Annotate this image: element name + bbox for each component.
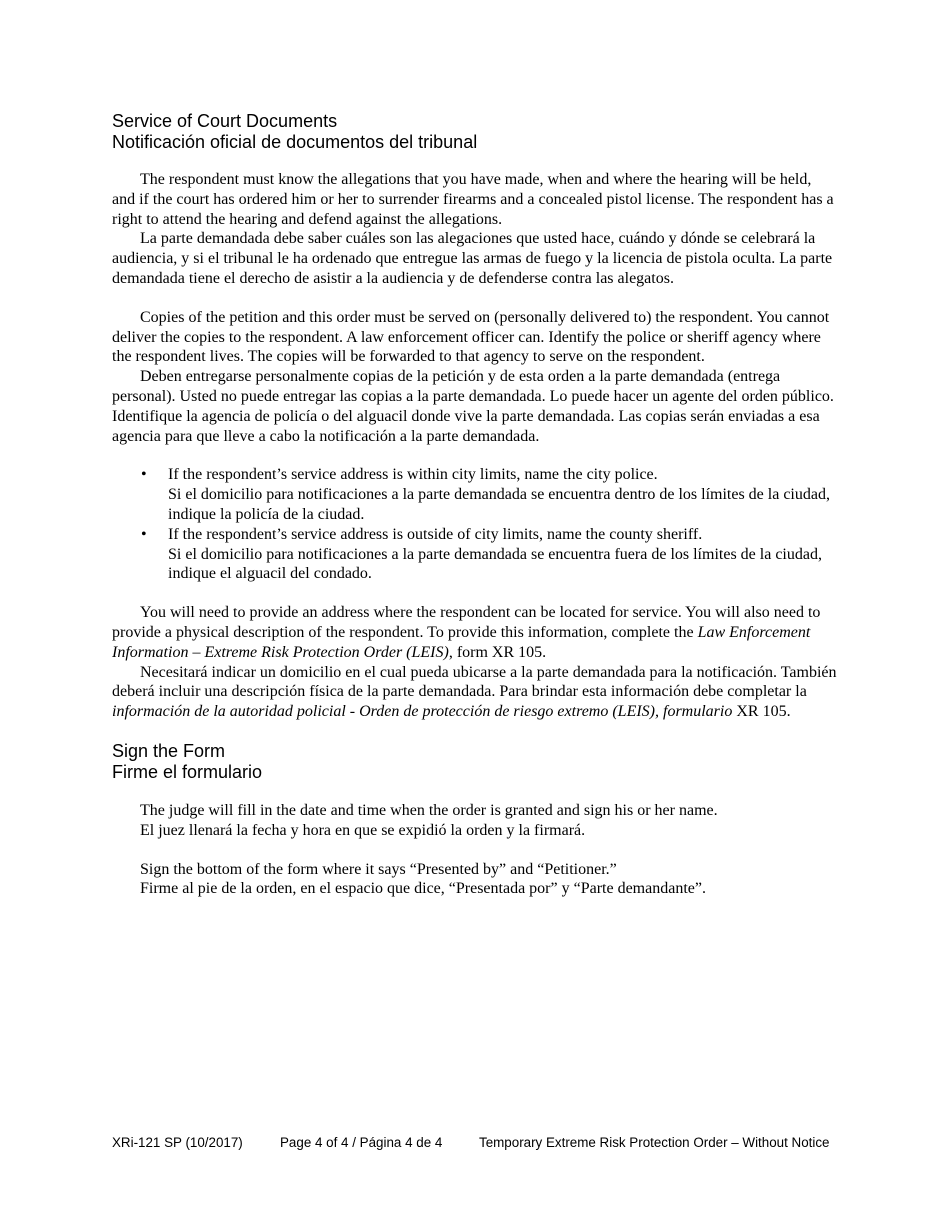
bullet-county-sheriff [141, 525, 837, 584]
bullet-icon: • [141, 525, 147, 543]
address-paragraph-es [112, 663, 837, 722]
spacer [140, 841, 837, 860]
sign-heading-en: Sign the Form [112, 740, 226, 761]
address-text-en-b: , form XR 105. [448, 643, 547, 661]
address-text-es-b: XR 105. [732, 703, 791, 721]
sign-heading [112, 741, 837, 783]
allegations-paragraph-es: La parte demandada debe saber cuáles son las alegaciones que usted hace, cuándo y dónde se celebrará la audiencia, y si el tribunal le ha ordenado que entregue las armas de fuego y la licencia de pistola oculta. La parte demandada tiene el derecho de asistir a la audiencia y de defenderse contra las alegatos. [112, 230, 833, 287]
service-heading [112, 111, 837, 153]
sign-instruction-en: Sign the bottom of the form where it says “Presented by” and “Petitioner.” [140, 860, 617, 878]
agency-bullet-list [112, 465, 837, 584]
sign-instruction-es: Firme al pie de la orden, en el espacio que dice, “Presentada por” y “Parte demandante”. [140, 880, 706, 898]
footer-document-title: Temporary Extreme Risk Protection Order – Without Notice [479, 1135, 830, 1150]
judge-instruction-en: The judge will fill in the date and time when the order is granted and sign his or her name. [140, 801, 718, 819]
service-heading-en: Service of Court Documents [112, 111, 338, 131]
bullet-city-police [141, 465, 837, 524]
sign-heading-es: Firme el formulario [112, 761, 263, 782]
footer-form-id: XRi-121 SP (10/2017) [112, 1135, 243, 1150]
bullet-icon: • [141, 466, 147, 484]
allegations-paragraph-en: The respondent must know the allegations that you have made, when and where the hearing will be held, and if the court has ordered him or her to surrender firearms and a concealed pistol license. The respondent has a right to attend the hearing and defend against the allegations. [112, 171, 834, 228]
leis-form-title-en: Law Enforcement Information – Extreme Risk Protection Order (LEIS) [112, 623, 811, 661]
document-page [112, 111, 837, 899]
bullet-county-sheriff-es: Si el domicilio para notificaciones a la parte demandada se encuentra fuera de los límites de la ciudad, indique el alguacil del condado. [168, 545, 822, 583]
address-text-es-a: Necesitará indicar un domicilio en el cual pueda ubicarse a la parte demandada para la notificación. También deberá incluir una descripción física de la parte demandada. Para brindar esta información debe completar la [112, 663, 837, 701]
bullet-city-police-es: Si el domicilio para notificaciones a la parte demandada se encuentra dentro de los límites de la ciudad, indique la policía de la ciudad. [168, 486, 830, 523]
footer-page-number: Page 4 of 4 / Página 4 de 4 [280, 1135, 443, 1150]
bullet-city-police-en: If the respondent’s service address is within city limits, name the city police. [168, 466, 658, 484]
leis-form-title-es: información de la autoridad policial - Orden de protección de riesgo extremo (LEIS), formulario [112, 703, 733, 721]
service-heading-es: Notificación oficial de documentos del tribunal [112, 132, 478, 152]
copies-paragraph-en: Copies of the petition and this order must be served on (personally delivered to) the respondent. You cannot deliver the copies to the respondent. A law enforcement officer can. Identify the police or sheriff agency where the respondent lives. The copies will be forwarded to that agency to serve on the respondent. [112, 308, 830, 366]
copies-paragraph-es: Deben entregarse personalmente copias de la petición y de esta orden a la parte demandada (entrega personal). Usted no puede entregar las copias a la parte demandada. Lo puede hacer un agente del orden público. Identifique la agencia de policía o del alguacil donde vive la parte demandada. Las copias serán enviadas a esa agencia para que lleve a cabo la notificación a la parte demandada. [112, 368, 834, 445]
address-text-en-a: You will need to provide an address where the respondent can be located for service. You will also need to provide a physical description of the respondent. To provide this information, complete the [112, 604, 821, 641]
address-paragraph-en [112, 603, 837, 662]
judge-instruction-es: El juez llenará la fecha y hora en que se expidió la orden y la firmará. [140, 821, 586, 839]
bullet-county-sheriff-en: If the respondent’s service address is outside of city limits, name the county sheriff. [168, 525, 703, 543]
sign-instructions [112, 801, 837, 899]
